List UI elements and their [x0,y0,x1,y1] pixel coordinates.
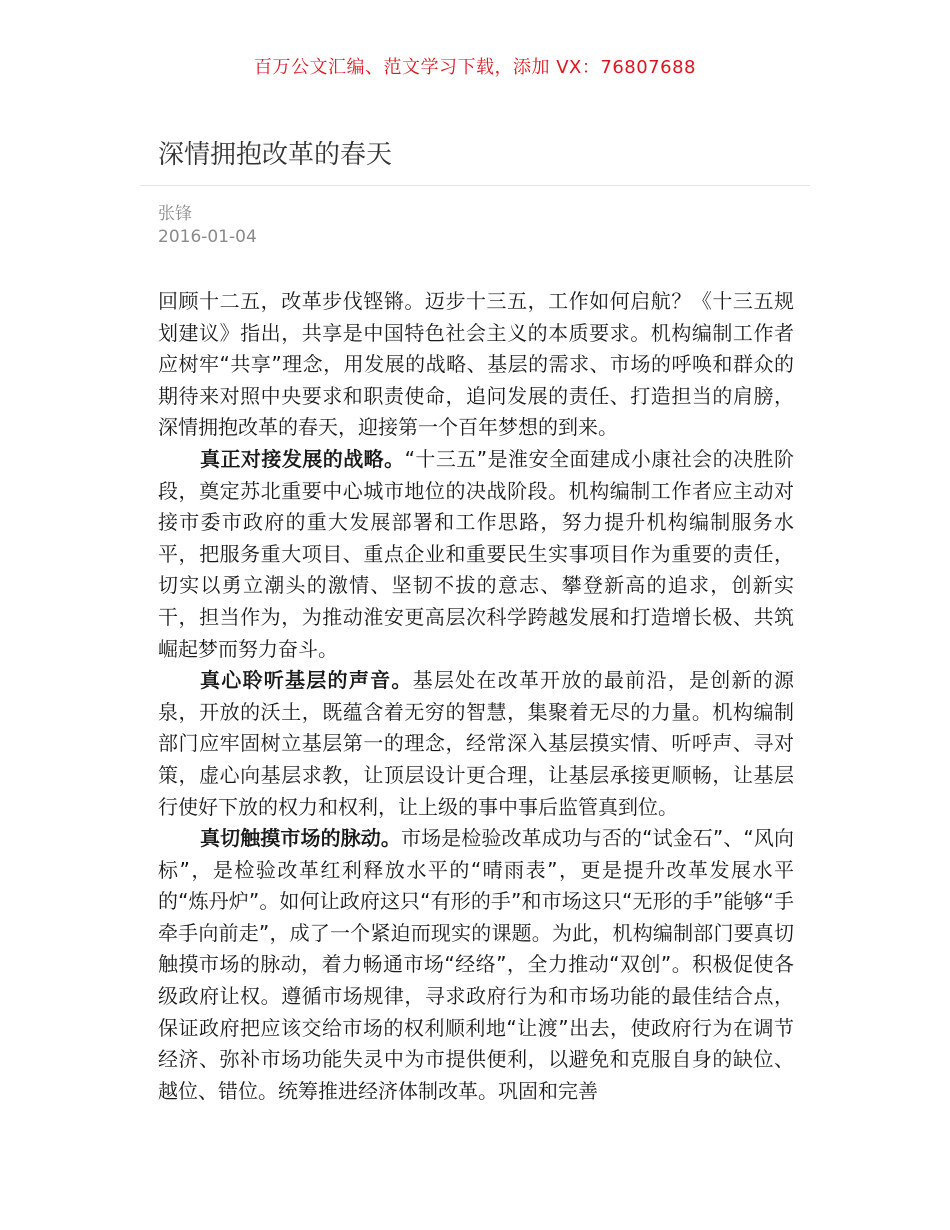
publish-date: 2016-01-04 [158,227,257,247]
article-meta [158,203,257,249]
paragraph-text: 市场是检验改革成功与否的“试金石”、“风向标”，是检验改革红利释放水平的“晴雨表”，更是提升改革发展水平的“炼丹炉”。如何让政府这只“有形的手”和市场这只“无形的手”能够“手牵手向前走”，成了一个紧迫而现实的课题。为此，机构编制部门要真切触摸市场的脉动，着力畅通市场“经络”，全力推动“双创”。积极促使各级政府让权。遵循市场规律，寻求政府行为和市场功能的最佳结合点，保证政府把应该交给市场的权利顺利地“让渡”出去，使政府行为在调节经济、弥补市场功能失灵中为市提供便利，以避免和克服自身的缺位、越位、错位。统筹推进经济体制改革。巩固和完善 [158,826,794,1103]
paragraph-intro [158,286,794,444]
article-title: 深情拥抱改革的春天 [158,140,393,170]
promo-banner: 百万公文汇编、范文学习下载，添加 VX：76807688 [254,57,696,78]
author-name: 张锋 [158,204,192,224]
paragraph-heading: 真正对接发展的战略。 [200,446,405,471]
paragraph-heading: 真心聆听基层的声音。 [200,668,413,693]
paragraph-text: 回顾十二五，改革步伐铿锵。迈步十三五，工作如何启航？《十三五规划建议》指出，共享是中国特色社会主义的本质要求。机构编制工作者应树牢“共享”理念，用发展的战略、基层的需求、市场的呼唤和群众的期待来对照中央要求和职责使命，追问发展的责任、打造担当的肩膀，深情拥抱改革的春天，迎接第一个百年梦想的到来。 [158,289,794,440]
article-body [158,286,794,1107]
paragraph-text: 基层处在改革开放的最前沿，是创新的源泉，开放的沃土，既蕴含着无穷的智慧，集聚着无尽的力量。机构编制部门应牢固树立基层第一的理念，经常深入基层摸实情、听呼声、寻对策，虚心向基层求教，让顶层设计更合理，让基层承接更顺畅，让基层行使好下放的权力和权利，让上级的事中事后监管真到位。 [158,668,795,819]
paragraph-grassroots [158,665,794,823]
paragraph-market [158,823,794,1107]
paragraph-text: “十三五”是淮安全面建成小康社会的决胜阶段，奠定苏北重要中心城市地位的决战阶段。机构编制工作者应主动对接市委市政府的重大发展部署和工作思路，努力提升机构编制服务水平，把服务重大项目、重点企业和重要民生实事项目作为重要的责任，切实以勇立潮头的激情、坚韧不拔的意志、攀登新高的追求，创新实干，担当作为，为推动淮安更高层次科学跨越发展和打造增长极、共筑崛起梦而努力奋斗。 [158,446,794,661]
paragraph-strategy [158,444,794,665]
paragraph-heading: 真切触摸市场的脉动。 [200,826,401,851]
title-divider [140,185,810,186]
